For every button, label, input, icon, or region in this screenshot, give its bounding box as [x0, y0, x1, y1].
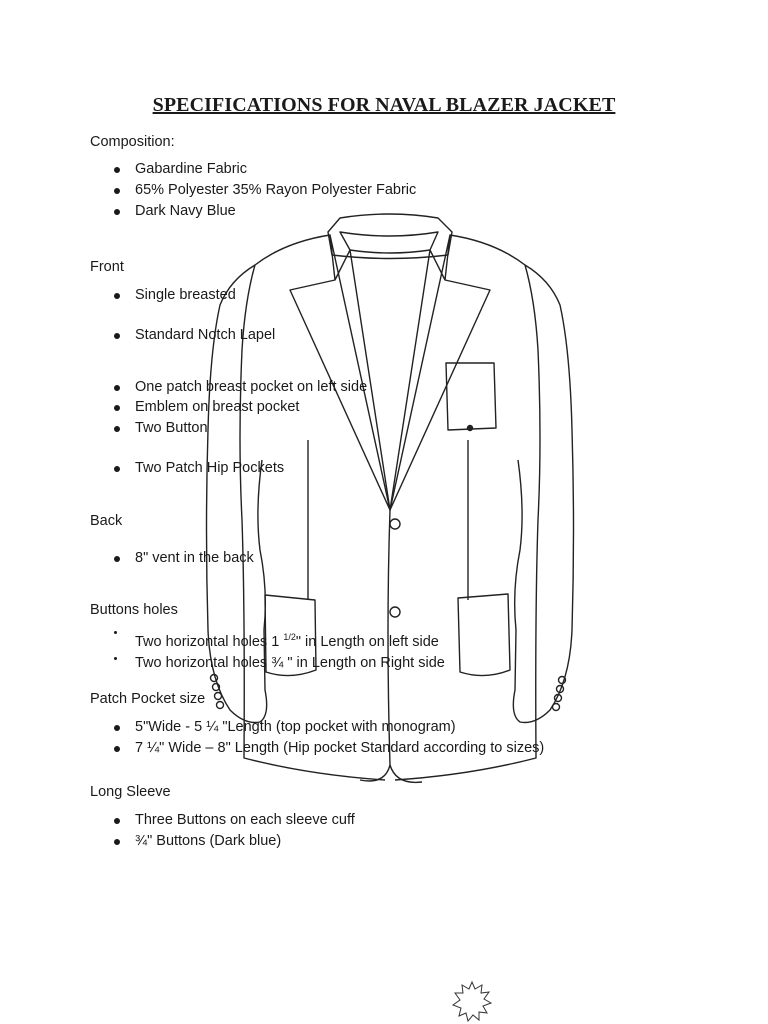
list-item: 7 ¼" Wide – 8" Length (Hip pocket Standard according to sizes)	[114, 738, 544, 759]
list-item: Dark Navy Blue	[114, 201, 416, 222]
long-sleeve-list	[114, 810, 355, 852]
starburst-seal-icon	[451, 980, 493, 1022]
list-item: Emblem on breast pocket	[114, 397, 367, 418]
page-title: SPECIFICATIONS FOR NAVAL BLAZER JACKET	[152, 94, 616, 116]
back-list	[114, 548, 254, 569]
list-item: Two horizontal holes 1 $^{1/2}$" in Length on left side	[114, 627, 445, 653]
button-holes-list	[114, 627, 445, 674]
list-item: Gabardine Fabric	[114, 159, 416, 180]
button-holes-heading: Buttons holes	[90, 602, 178, 618]
list-item: Three Buttons on each sleeve cuff	[114, 810, 355, 831]
list-item: 5"Wide - 5 ¼ "Length (top pocket with monogram)	[114, 717, 544, 738]
patch-pocket-list	[114, 717, 544, 759]
patch-pocket-heading: Patch Pocket size	[90, 691, 206, 707]
list-item: One patch breast pocket on left side	[114, 377, 367, 398]
list-item: Two Patch Hip Pockets	[114, 458, 367, 479]
composition-list	[114, 159, 416, 221]
list-item: 65% Polyester 35% Rayon Polyester Fabric	[114, 180, 416, 201]
list-item: Standard Notch Lapel	[114, 325, 367, 346]
list-item: ¾" Buttons (Dark blue)	[114, 831, 355, 852]
front-list	[114, 285, 367, 479]
list-item: Two Button	[114, 418, 367, 439]
composition-heading: Composition:	[90, 134, 175, 150]
list-item: Single breasted	[114, 285, 367, 306]
long-sleeve-heading: Long Sleeve	[90, 784, 171, 800]
list-item: Two horizontal holes ¾ " in Length on Right side	[114, 653, 445, 674]
list-item: 8" vent in the back	[114, 548, 254, 569]
back-heading: Back	[90, 513, 123, 529]
front-heading: Front	[90, 259, 124, 275]
